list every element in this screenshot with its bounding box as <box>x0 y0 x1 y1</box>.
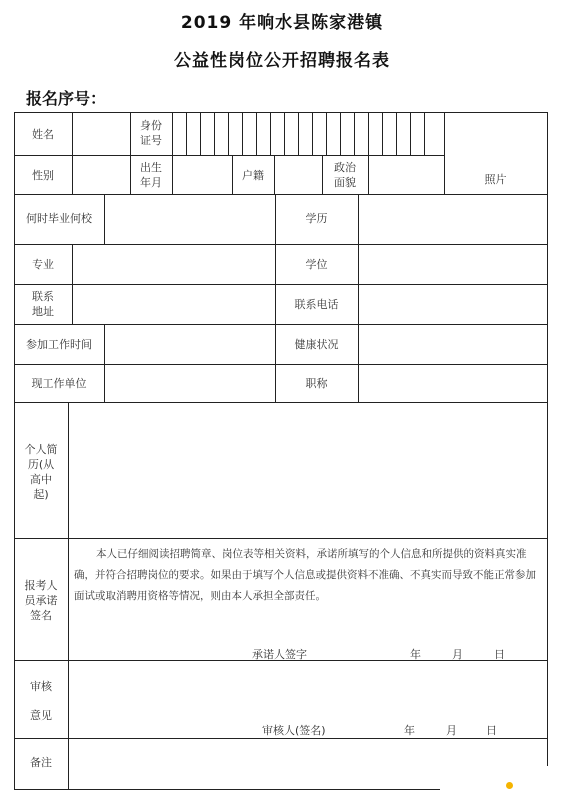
remarks-label: 备注 <box>30 756 52 769</box>
education-label: 学历 <box>305 212 328 225</box>
job-title-label: 职称 <box>305 377 328 390</box>
row-line <box>14 538 548 539</box>
pledge-month-label: 月 <box>452 648 463 661</box>
phone-field[interactable] <box>358 285 547 324</box>
work-start-field[interactable] <box>104 325 275 364</box>
hukou-label: 户籍 <box>242 169 264 182</box>
review-year-label: 年 <box>404 724 415 737</box>
graduation-label: 何时毕业何校 <box>26 212 92 225</box>
review-signer-label: 审核人(签名) <box>262 724 326 737</box>
resume-field[interactable] <box>68 403 547 538</box>
watermark-overlay <box>440 766 560 792</box>
pledge-statement: 本人已仔细阅读招聘简章、岗位表等相关资料，承诺所填写的个人信息和所提供的资料真实准确，并符合招聘岗位的要求。如果由于填写个人信息或提供资料不准确、不真实而导致不能正常参加面试或取消聘用资格等情况，则由本人承担全部责任。 <box>74 548 536 602</box>
review-label-line1: 审核 <box>30 680 52 693</box>
major-field[interactable] <box>72 245 275 284</box>
phone-label: 联系电话 <box>294 298 339 311</box>
education-field[interactable] <box>358 195 547 244</box>
review-day-label: 日 <box>486 724 497 737</box>
pledge-label: 报考人 员承诺 签名 <box>24 579 58 622</box>
graduation-field[interactable] <box>104 195 275 244</box>
health-field[interactable] <box>358 325 547 364</box>
watermark-dot <box>506 782 513 789</box>
degree-field[interactable] <box>358 245 547 284</box>
pledge-signer-label: 承诺人签字 <box>252 648 307 661</box>
address-field[interactable] <box>72 285 275 324</box>
photo-label: 照片 <box>484 173 507 186</box>
resume-label: 个人简 历(从 高中 起) <box>24 443 58 501</box>
political-status-field[interactable] <box>368 156 444 194</box>
gender-field[interactable] <box>72 156 130 194</box>
table-border-right <box>547 112 548 790</box>
major-label: 专业 <box>32 258 54 271</box>
current-employer-field[interactable] <box>104 365 275 402</box>
current-employer-label: 现工作单位 <box>31 377 87 390</box>
review-month-label: 月 <box>446 724 457 737</box>
hukou-field[interactable] <box>274 156 322 194</box>
pledge-day-label: 日 <box>494 648 505 661</box>
political-status-label: 政治 面貌 <box>334 161 356 189</box>
name-field[interactable] <box>72 113 130 155</box>
review-opinion-field[interactable] <box>68 661 547 721</box>
review-label-line2: 意见 <box>30 709 52 722</box>
address-label: 联系 地址 <box>32 290 54 318</box>
health-label: 健康状况 <box>294 338 339 351</box>
birth-date-label: 出生 年月 <box>140 161 162 189</box>
registration-number-label: 报名序号： <box>26 89 107 108</box>
pledge-year-label: 年 <box>410 648 421 661</box>
form-title: 2019 年响水县陈家港镇 <box>180 13 384 33</box>
birth-date-field[interactable] <box>172 156 232 194</box>
id-card-label: 身份 证号 <box>140 119 162 147</box>
name-label: 姓名 <box>32 128 54 141</box>
form-subtitle: 公益性岗位公开招聘报名表 <box>174 51 390 71</box>
id-number-field[interactable] <box>172 113 444 155</box>
gender-label: 性别 <box>32 169 54 182</box>
work-start-label: 参加工作时间 <box>26 338 92 351</box>
degree-label: 学位 <box>305 258 328 271</box>
job-title-field[interactable] <box>358 365 547 402</box>
